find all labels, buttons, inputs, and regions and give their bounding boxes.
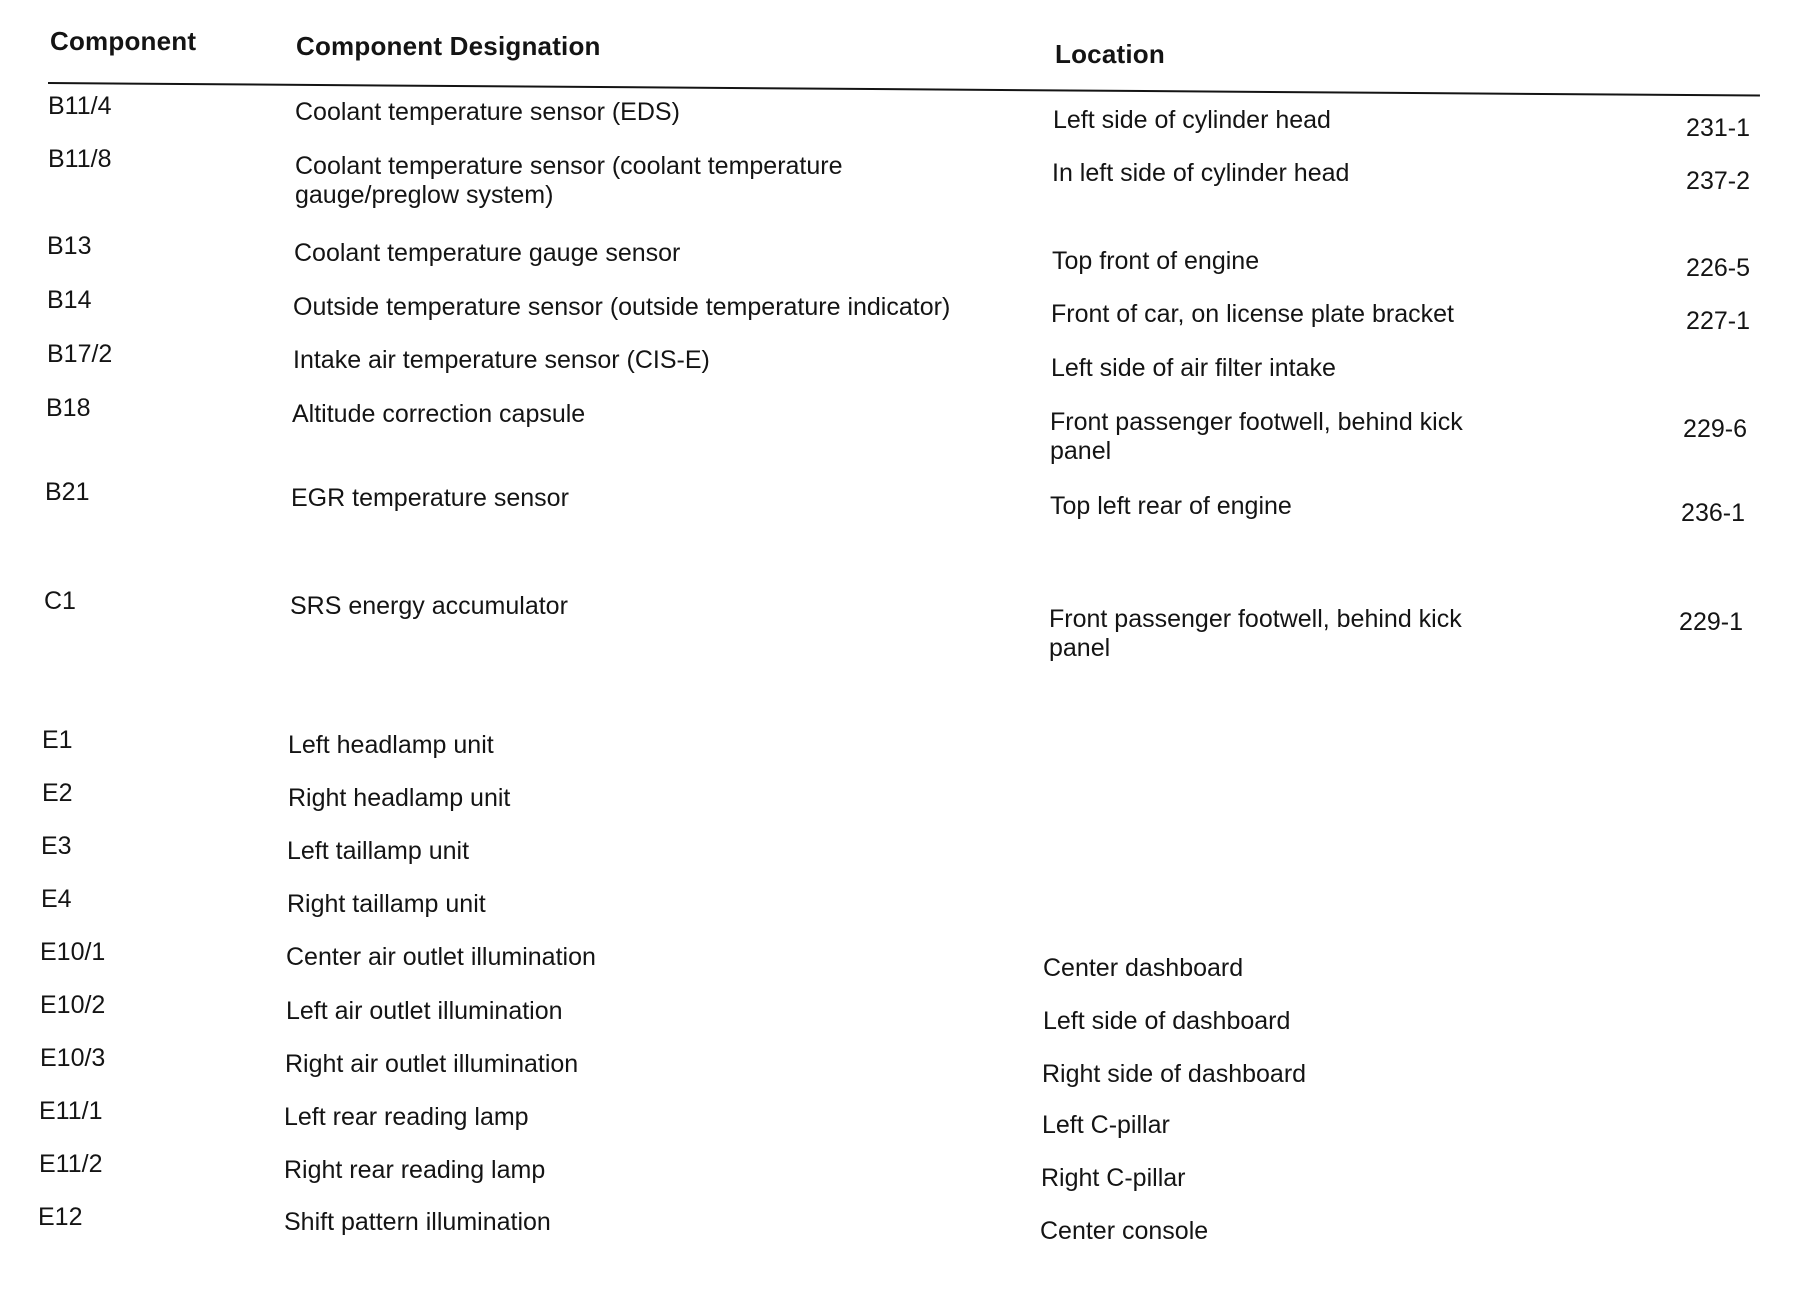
component-designation: Outside temperature sensor (outside temperature indicator) [293,293,951,321]
header-component: Component [50,26,197,56]
component-designation: Coolant temperature sensor (EDS) [295,98,680,126]
component-location: Top front of engine [1052,247,1260,275]
component-location: Right side of dashboard [1042,1060,1307,1088]
component-designation: Right headlamp unit [288,784,511,812]
component-location: Front passenger footwell, behind kick panel [1050,408,1463,465]
component-designation: Coolant temperature sensor (coolant temperature gauge/preglow system) [295,152,843,209]
component-location: Center dashboard [1043,954,1244,982]
page-reference: 237-2 [1686,167,1750,195]
component-location: Right C-pillar [1041,1164,1186,1192]
component-designation: Left taillamp unit [287,837,470,865]
component-code: E1 [42,726,73,754]
component-location: Left side of dashboard [1043,1007,1291,1035]
component-code: E3 [41,832,72,860]
component-designation: EGR temperature sensor [291,484,569,512]
component-designation: Right air outlet illumination [285,1050,579,1078]
page-reference: 229-1 [1679,608,1743,636]
component-code: B18 [46,394,91,422]
component-code: B13 [47,232,92,260]
component-designation: Left rear reading lamp [284,1103,529,1131]
component-location: Center console [1040,1217,1209,1245]
component-code: B11/8 [48,145,112,173]
component-location: Left side of cylinder head [1053,106,1331,134]
component-code: E2 [42,779,73,807]
component-code: B17/2 [47,340,113,368]
component-location: Front passenger footwell, behind kick panel [1049,605,1462,662]
component-code: B11/4 [48,92,112,120]
component-designation: Intake air temperature sensor (CIS-E) [293,346,710,374]
component-location: Left C-pillar [1042,1111,1170,1139]
component-designation: SRS energy accumulator [290,592,568,620]
component-designation: Center air outlet illumination [286,943,596,971]
component-designation: Right rear reading lamp [284,1156,546,1184]
page-reference: 236-1 [1681,499,1745,527]
component-designation: Shift pattern illumination [284,1208,551,1236]
component-designation: Left headlamp unit [288,731,494,759]
header-rule [48,82,1760,97]
component-designation: Coolant temperature gauge sensor [294,239,681,267]
component-code: E11/1 [39,1097,103,1125]
component-code: E10/1 [40,938,106,966]
component-code: E10/2 [40,991,106,1019]
component-designation: Altitude correction capsule [292,400,586,428]
component-location: In left side of cylinder head [1052,159,1350,187]
component-code: B14 [47,286,92,314]
component-location: Left side of air filter intake [1051,354,1336,382]
component-code: E10/3 [40,1044,106,1072]
component-location: Front of car, on license plate bracket [1051,300,1454,328]
page-reference: 229-6 [1683,415,1747,443]
header-location: Location [1055,39,1165,69]
component-code: B21 [45,478,90,506]
page-reference: 231-1 [1686,114,1750,142]
component-location: Top left rear of engine [1050,492,1292,520]
component-code: E12 [38,1203,83,1231]
page-reference: 226-5 [1686,254,1750,282]
component-code: E11/2 [39,1150,103,1178]
component-designation: Right taillamp unit [287,890,486,918]
component-code: E4 [41,885,72,913]
page-reference: 227-1 [1686,307,1750,335]
component-code: C1 [44,587,76,615]
component-designation: Left air outlet illumination [286,997,563,1025]
header-designation: Component Designation [296,31,601,61]
